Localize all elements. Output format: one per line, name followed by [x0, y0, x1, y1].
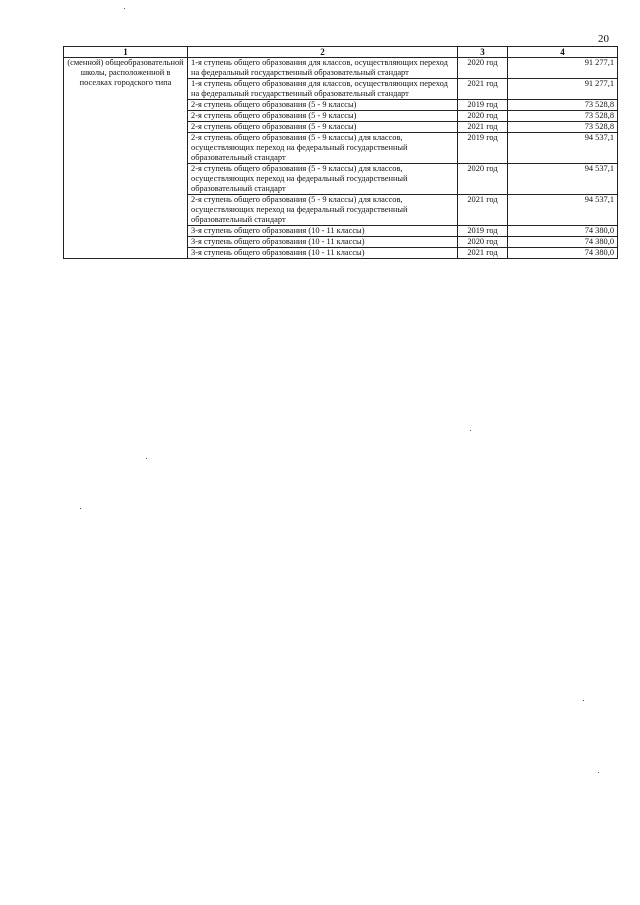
page-number: 20	[598, 33, 609, 45]
value-cell: 73 528,8	[508, 122, 618, 133]
scan-speck	[470, 430, 471, 431]
education-level-cell: 2-я ступень общего образования (5 - 9 классы)	[188, 111, 458, 122]
year-cell: 2020 год	[458, 111, 508, 122]
value-cell: 94 537,1	[508, 195, 618, 226]
column-header-2: 2	[188, 47, 458, 58]
scan-speck	[598, 772, 599, 773]
value-cell: 94 537,1	[508, 133, 618, 164]
value-cell: 94 537,1	[508, 164, 618, 195]
table-header-row	[64, 47, 618, 58]
column-header-3: 3	[458, 47, 508, 58]
year-cell: 2020 год	[458, 58, 508, 79]
value-cell: 73 528,8	[508, 111, 618, 122]
education-level-cell: 1-я ступень общего образования для классов, осуществляющих переход на федеральный государственный образовательный стандарт	[188, 58, 458, 79]
value-cell: 74 380,0	[508, 248, 618, 259]
year-cell: 2019 год	[458, 133, 508, 164]
scan-speck	[583, 700, 584, 701]
education-level-cell: 2-я ступень общего образования (5 - 9 классы) для классов, осуществляющих переход на федеральный государственный образовательный стандарт	[188, 133, 458, 164]
scan-speck	[80, 508, 81, 509]
year-cell: 2019 год	[458, 100, 508, 111]
school-type-cell: (сменной) общеобразовательной школы, расположенной в поселках городского типа	[64, 58, 188, 259]
column-header-1: 1	[64, 47, 188, 58]
value-cell: 91 277,1	[508, 79, 618, 100]
value-cell: 74 380,0	[508, 237, 618, 248]
column-header-4: 4	[508, 47, 618, 58]
tariff-table	[63, 46, 618, 259]
education-level-cell: 2-я ступень общего образования (5 - 9 классы) для классов, осуществляющих переход на федеральный государственный образовательный стандарт	[188, 195, 458, 226]
scan-speck	[124, 8, 125, 9]
year-cell: 2021 год	[458, 195, 508, 226]
year-cell: 2020 год	[458, 237, 508, 248]
education-level-cell: 3-я ступень общего образования (10 - 11 классы)	[188, 237, 458, 248]
value-cell: 91 277,1	[508, 58, 618, 79]
value-cell: 74 380,0	[508, 226, 618, 237]
education-level-cell: 3-я ступень общего образования (10 - 11 классы)	[188, 226, 458, 237]
table-row	[64, 58, 618, 79]
education-level-cell: 1-я ступень общего образования для классов, осуществляющих переход на федеральный государственный образовательный стандарт	[188, 79, 458, 100]
education-level-cell: 2-я ступень общего образования (5 - 9 классы)	[188, 122, 458, 133]
year-cell: 2019 год	[458, 226, 508, 237]
year-cell: 2020 год	[458, 164, 508, 195]
year-cell: 2021 год	[458, 79, 508, 100]
year-cell: 2021 год	[458, 248, 508, 259]
year-cell: 2021 год	[458, 122, 508, 133]
value-cell: 73 528,8	[508, 100, 618, 111]
scan-speck	[146, 458, 147, 459]
education-level-cell: 3-я ступень общего образования (10 - 11 классы)	[188, 248, 458, 259]
education-level-cell: 2-я ступень общего образования (5 - 9 классы)	[188, 100, 458, 111]
education-level-cell: 2-я ступень общего образования (5 - 9 классы) для классов, осуществляющих переход на федеральный государственный образовательный стандарт	[188, 164, 458, 195]
